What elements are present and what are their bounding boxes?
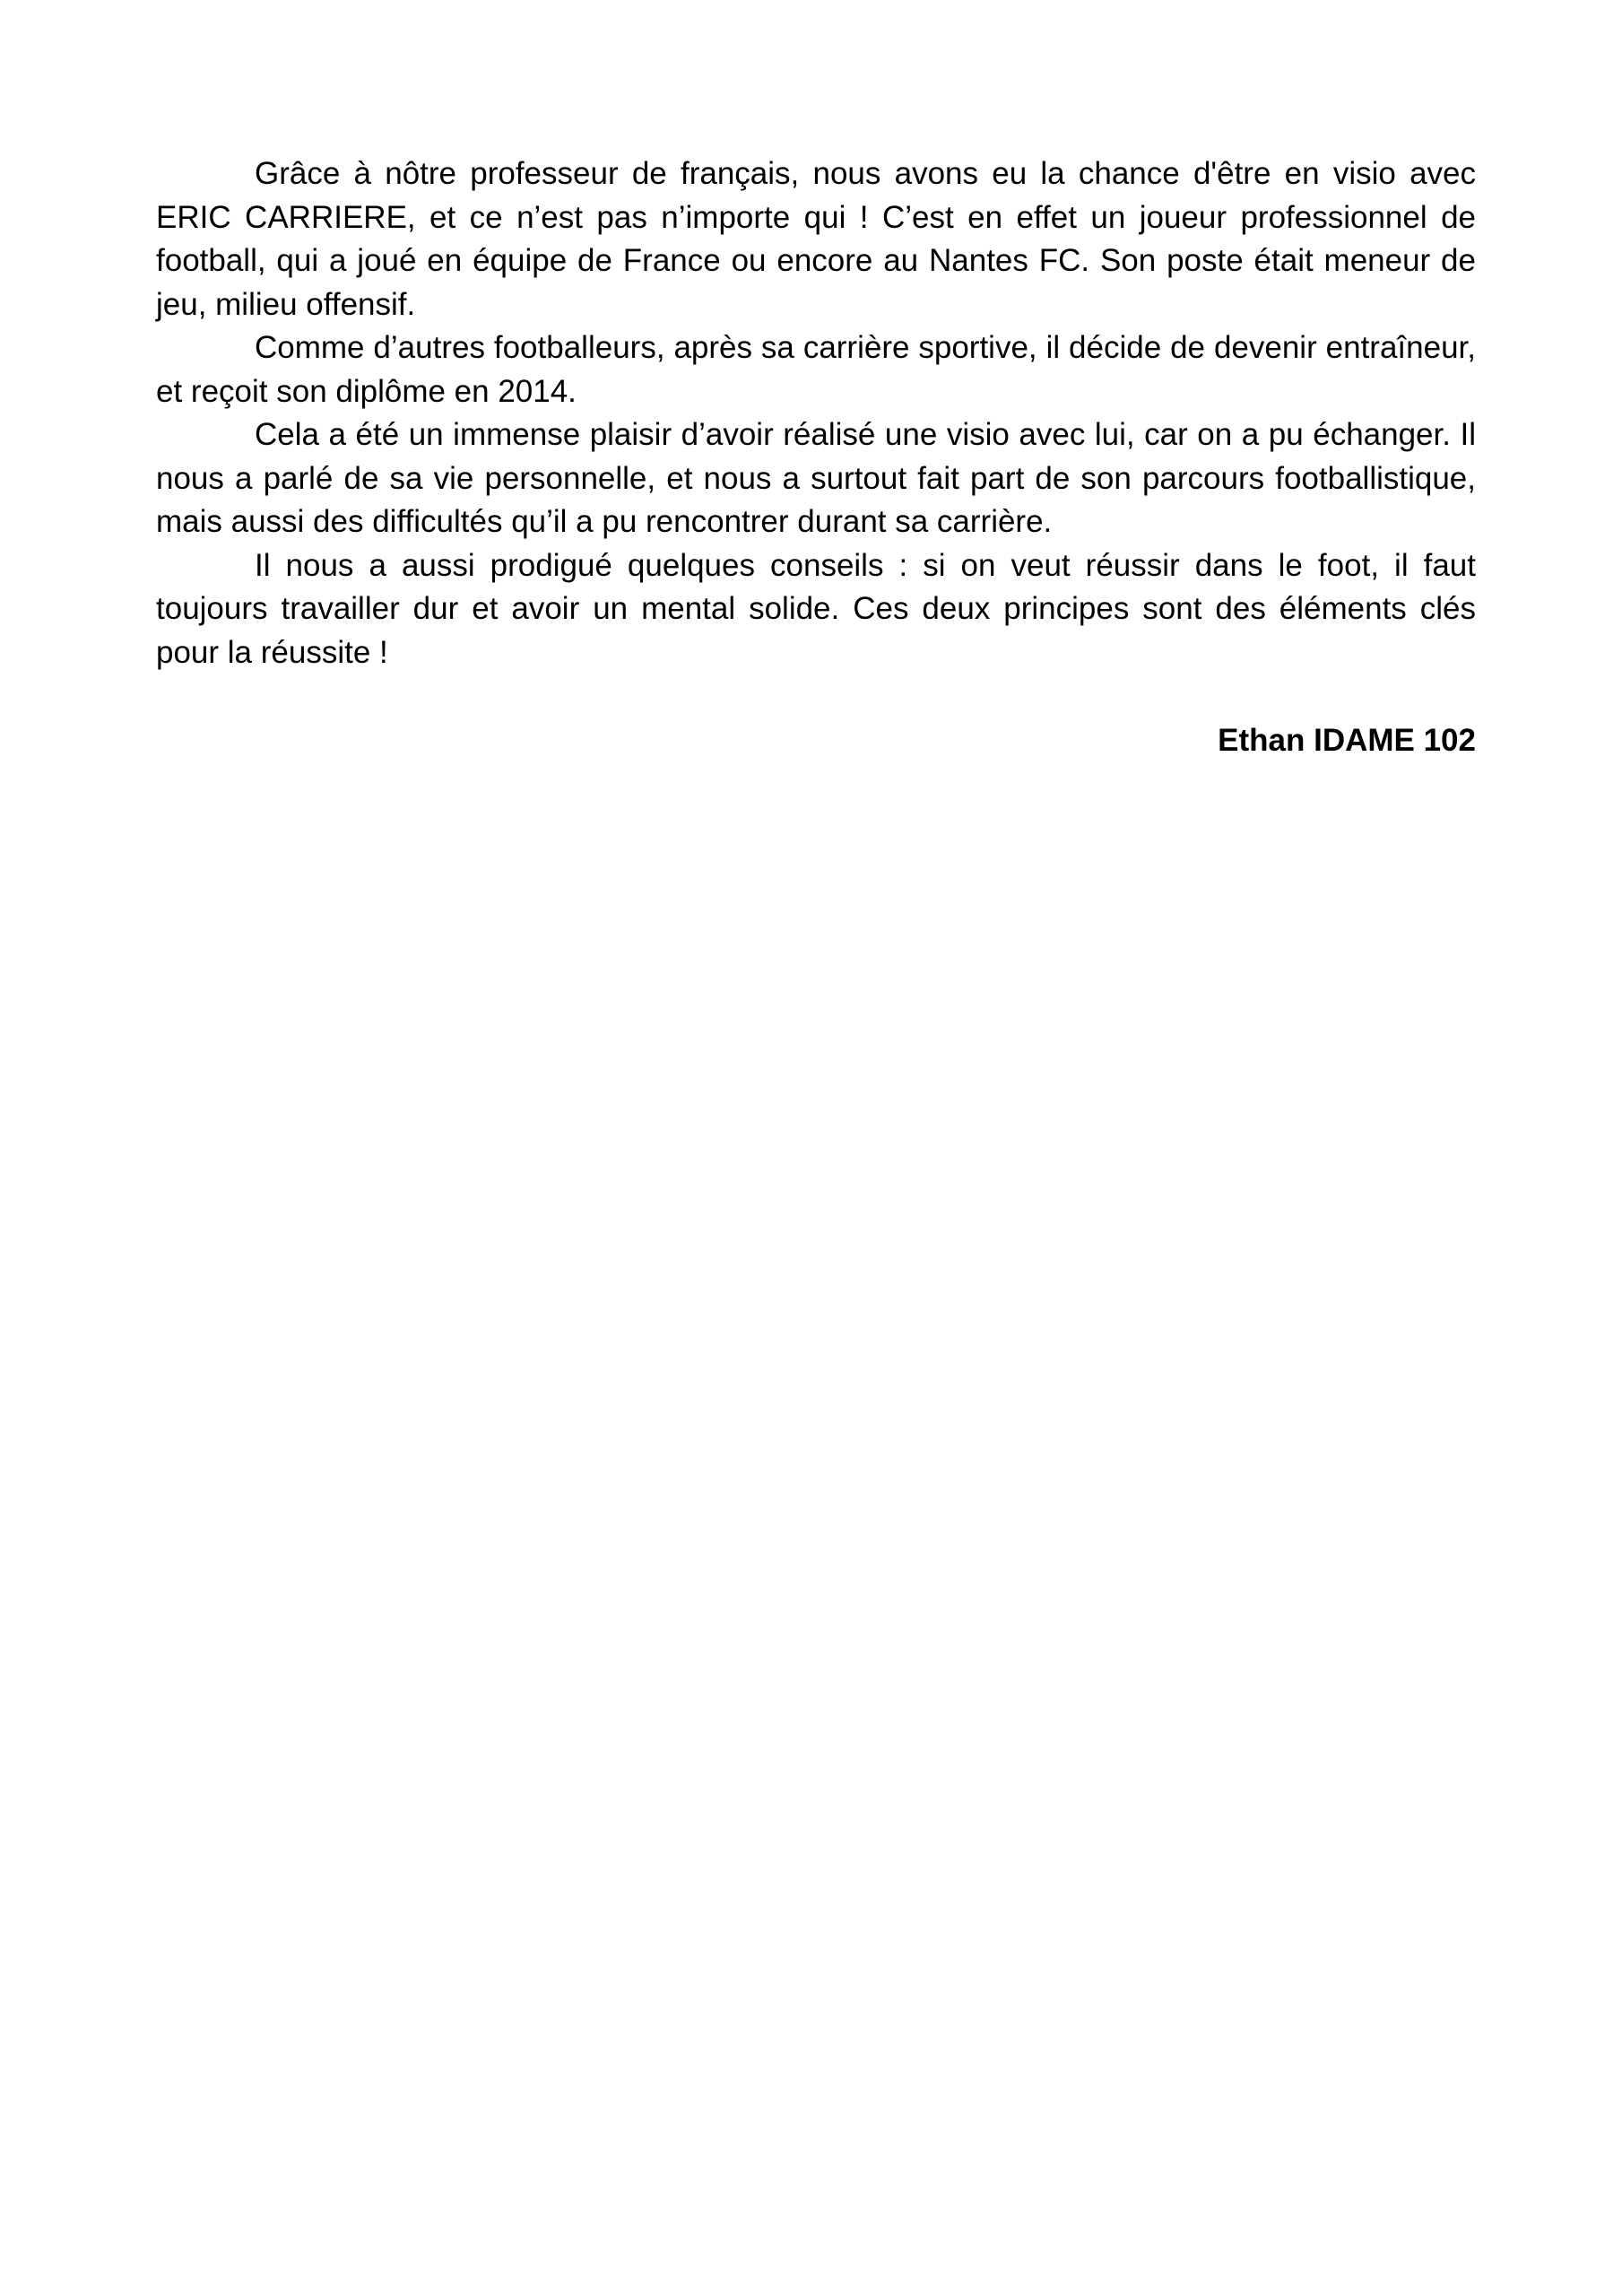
paragraph-visio: Cela a été un immense plaisir d’avoir réalisé une visio avec lui, car on a pu échanger. Il nous a parlé de sa vie personnelle, et nous a surtout fait part de son parcours footballistique, mais aussi des difficultés qu’il a pu rencontrer durant sa carrière.: [156, 417, 1476, 539]
document-body: [156, 152, 1476, 763]
author-signature: Ethan IDAME 102: [1218, 723, 1476, 758]
paragraph-intro: Grâce à nôtre professeur de français, nous avons eu la chance d'être en visio avec ERIC CARRIERE, et ce n’est pas n’importe qui ! C’est en effet un joueur professionnel de football, qui a joué en équipe de France ou encore au Nantes FC. Son poste était meneur de jeu, milieu offensif.: [156, 156, 1476, 322]
paragraph-career: Comme d’autres footballeurs, après sa carrière sportive, il décide de devenir entraîneur, et reçoit son diplôme en 2014.: [156, 330, 1476, 409]
paragraph-advice: Il nous a aussi prodigué quelques conseils : si on veut réussir dans le foot, il faut toujours travailler dur et avoir un mental solide. Ces deux principes sont des éléments clés pour la réussite !: [156, 547, 1476, 670]
